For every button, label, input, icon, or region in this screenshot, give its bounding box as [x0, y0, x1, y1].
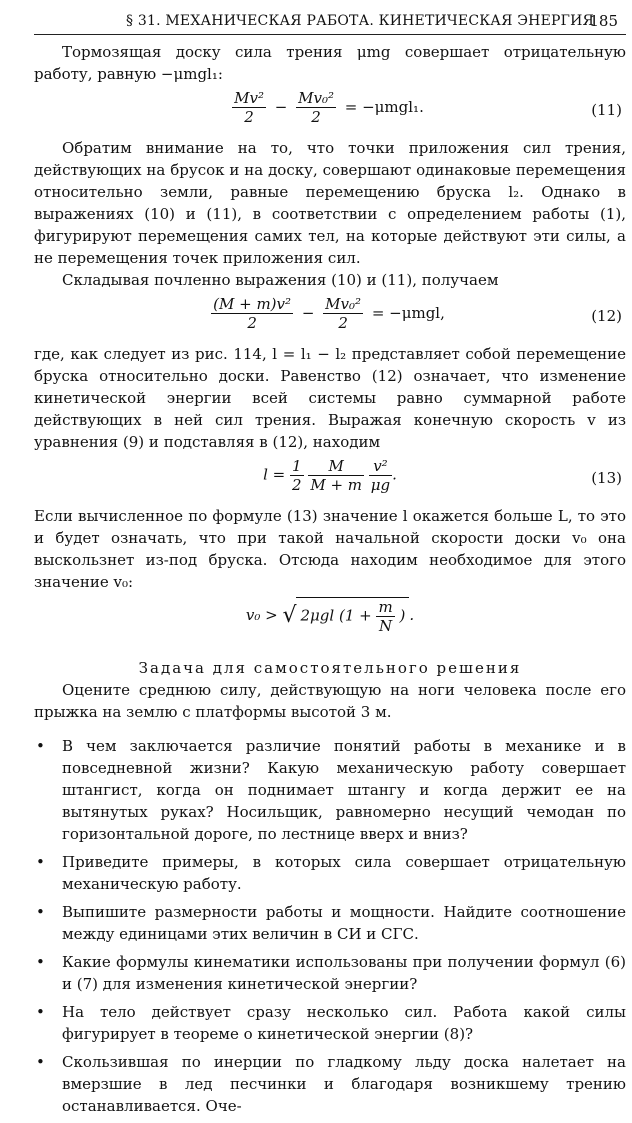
equation-12: $\frac{\text{(M + m)v²}}{2}$ − $\frac{\text{Mv₀²}}{2}$ = −μmgl, (12): [213, 295, 622, 332]
paragraph-1: Тормозящая доску сила трения μmg совершает отрицательную работу, равную −μmgl₁:: [34, 43, 626, 83]
header-title: § 31. МЕХАНИЧЕСКАЯ РАБОТА. КИНЕТИЧЕСКАЯ ЭНЕРГИЯ: [126, 13, 594, 29]
list-item: • В чем заключается различие понятий работы в механике и в повседневной жизни? Какую механическую работу совершает штангист, когда он поднимает штангу и когда держит ее на вытянутых руках? Носильщик, равномерно несущий чемодан по горизонтальной дороге, по лестнице вверх и вниз?: [36, 737, 626, 843]
square-root: 2μgl (1 + $\frac{m}{N}$ ): [296, 597, 409, 635]
bullet-icon: •: [36, 737, 45, 755]
eq13-fraction-2: $\frac{M}{M + m}$: [310, 457, 362, 494]
paragraph-4: где, как следует из рис. 114, l = l₁ − l₂ представляет собой перемещение бруска относительно доски. Равенство (12) означает, что изменение кинетической энергии всей системы равно суммарной работе действующих в ней сил трения. Выражая конечную скорость v из уравнения (9) и подставляя в (12), находим: [34, 345, 626, 451]
equation-number: (11): [591, 101, 622, 119]
eq13-fraction-1: $\frac{1}{2}$: [291, 457, 302, 494]
page: [34, 10, 626, 1123]
paragraph-3: Складывая почленно выражения (10) и (11), получаем: [62, 271, 499, 289]
equation-v0-condition: v₀ > √ 2μgl (1 + $\frac{m}{N}$ ) .: [245, 598, 415, 635]
bullet-icon: •: [36, 903, 45, 921]
mass-ratio-fraction: $\frac{m}{N}$: [378, 598, 393, 635]
page-number: 185: [589, 12, 618, 30]
eq11-fraction-2: $\frac{\text{Mv₀²}}{2}$: [298, 89, 334, 126]
bullet-icon: •: [36, 1053, 45, 1071]
list-item: • Приведите примеры, в которых сила совершает отрицательную механическую работу.: [36, 853, 626, 893]
eq11-fraction-1: $\frac{\text{Mv²}}{2}$: [234, 89, 264, 126]
equation-number: (13): [591, 469, 622, 487]
equation-11: $\frac{\text{Mv²}}{2}$ − $\frac{\text{Mv₀²}}{2}$ = −μmgl₁. (11): [234, 89, 622, 126]
list-item: • На тело действует сразу несколько сил. Работа какой силы фигурирует в теореме о кинетической энергии (8)?: [36, 1003, 626, 1043]
eq13-fraction-3: $\frac{\text{v²}}{\mu g}$: [370, 457, 391, 494]
bullet-icon: •: [36, 853, 45, 871]
equation-number: (12): [591, 307, 622, 325]
list-item: • Скользившая по инерции по гладкому льду доска налетает на вмерзшие в лед песчинки и благодаря возникшему трению останавливается. Оче-: [36, 1053, 626, 1115]
paragraph-5: Если вычисленное по формуле (13) значение l окажется больше L, то это и будет означать, что при такой начальной скорости доски v₀ она выскользнет из-под бруска. Отсюда находим необходимое для этого значение v₀:: [34, 507, 626, 591]
equation-13: l = $\frac{1}{2}$ $\frac{M}{M + m}$ $\frac{\text{v²}}{\mu g}$ . (13): [263, 457, 622, 494]
bullet-icon: •: [36, 1003, 45, 1021]
task-heading: Задача для самостоятельного решения: [138, 659, 522, 677]
bullet-icon: •: [36, 953, 45, 971]
task-text: Оцените среднюю силу, действующую на ноги человека после его прыжка на землю с платформы высотой 3 м.: [34, 681, 626, 721]
eq12-fraction-2: $\frac{\text{Mv₀²}}{2}$: [325, 295, 362, 332]
running-header: [34, 10, 626, 35]
list-item: • Какие формулы кинематики использованы при получении формул (6) и (7) для изменения кинетической энергии?: [36, 953, 626, 993]
eq12-fraction-1: $\frac{\text{(M + m)v²}}{2}$: [213, 295, 292, 332]
review-questions: [34, 735, 626, 1117]
paragraph-2: Обратим внимание на то, что точки приложения сил трения, действующих на брусок и на доску, совершают одинаковые перемещения относительно земли, равные перемещению бруска l₂. Однако в выражениях (10) и (11), в соответствии с определением работы (1), фигурируют перемещения самих тел, на которые действуют эти силы, а не перемещения точек приложения сил.: [34, 139, 626, 267]
list-item: • Выпишите размерности работы и мощности. Найдите соотношение между единицами этих величин в СИ и СГС.: [36, 903, 626, 943]
